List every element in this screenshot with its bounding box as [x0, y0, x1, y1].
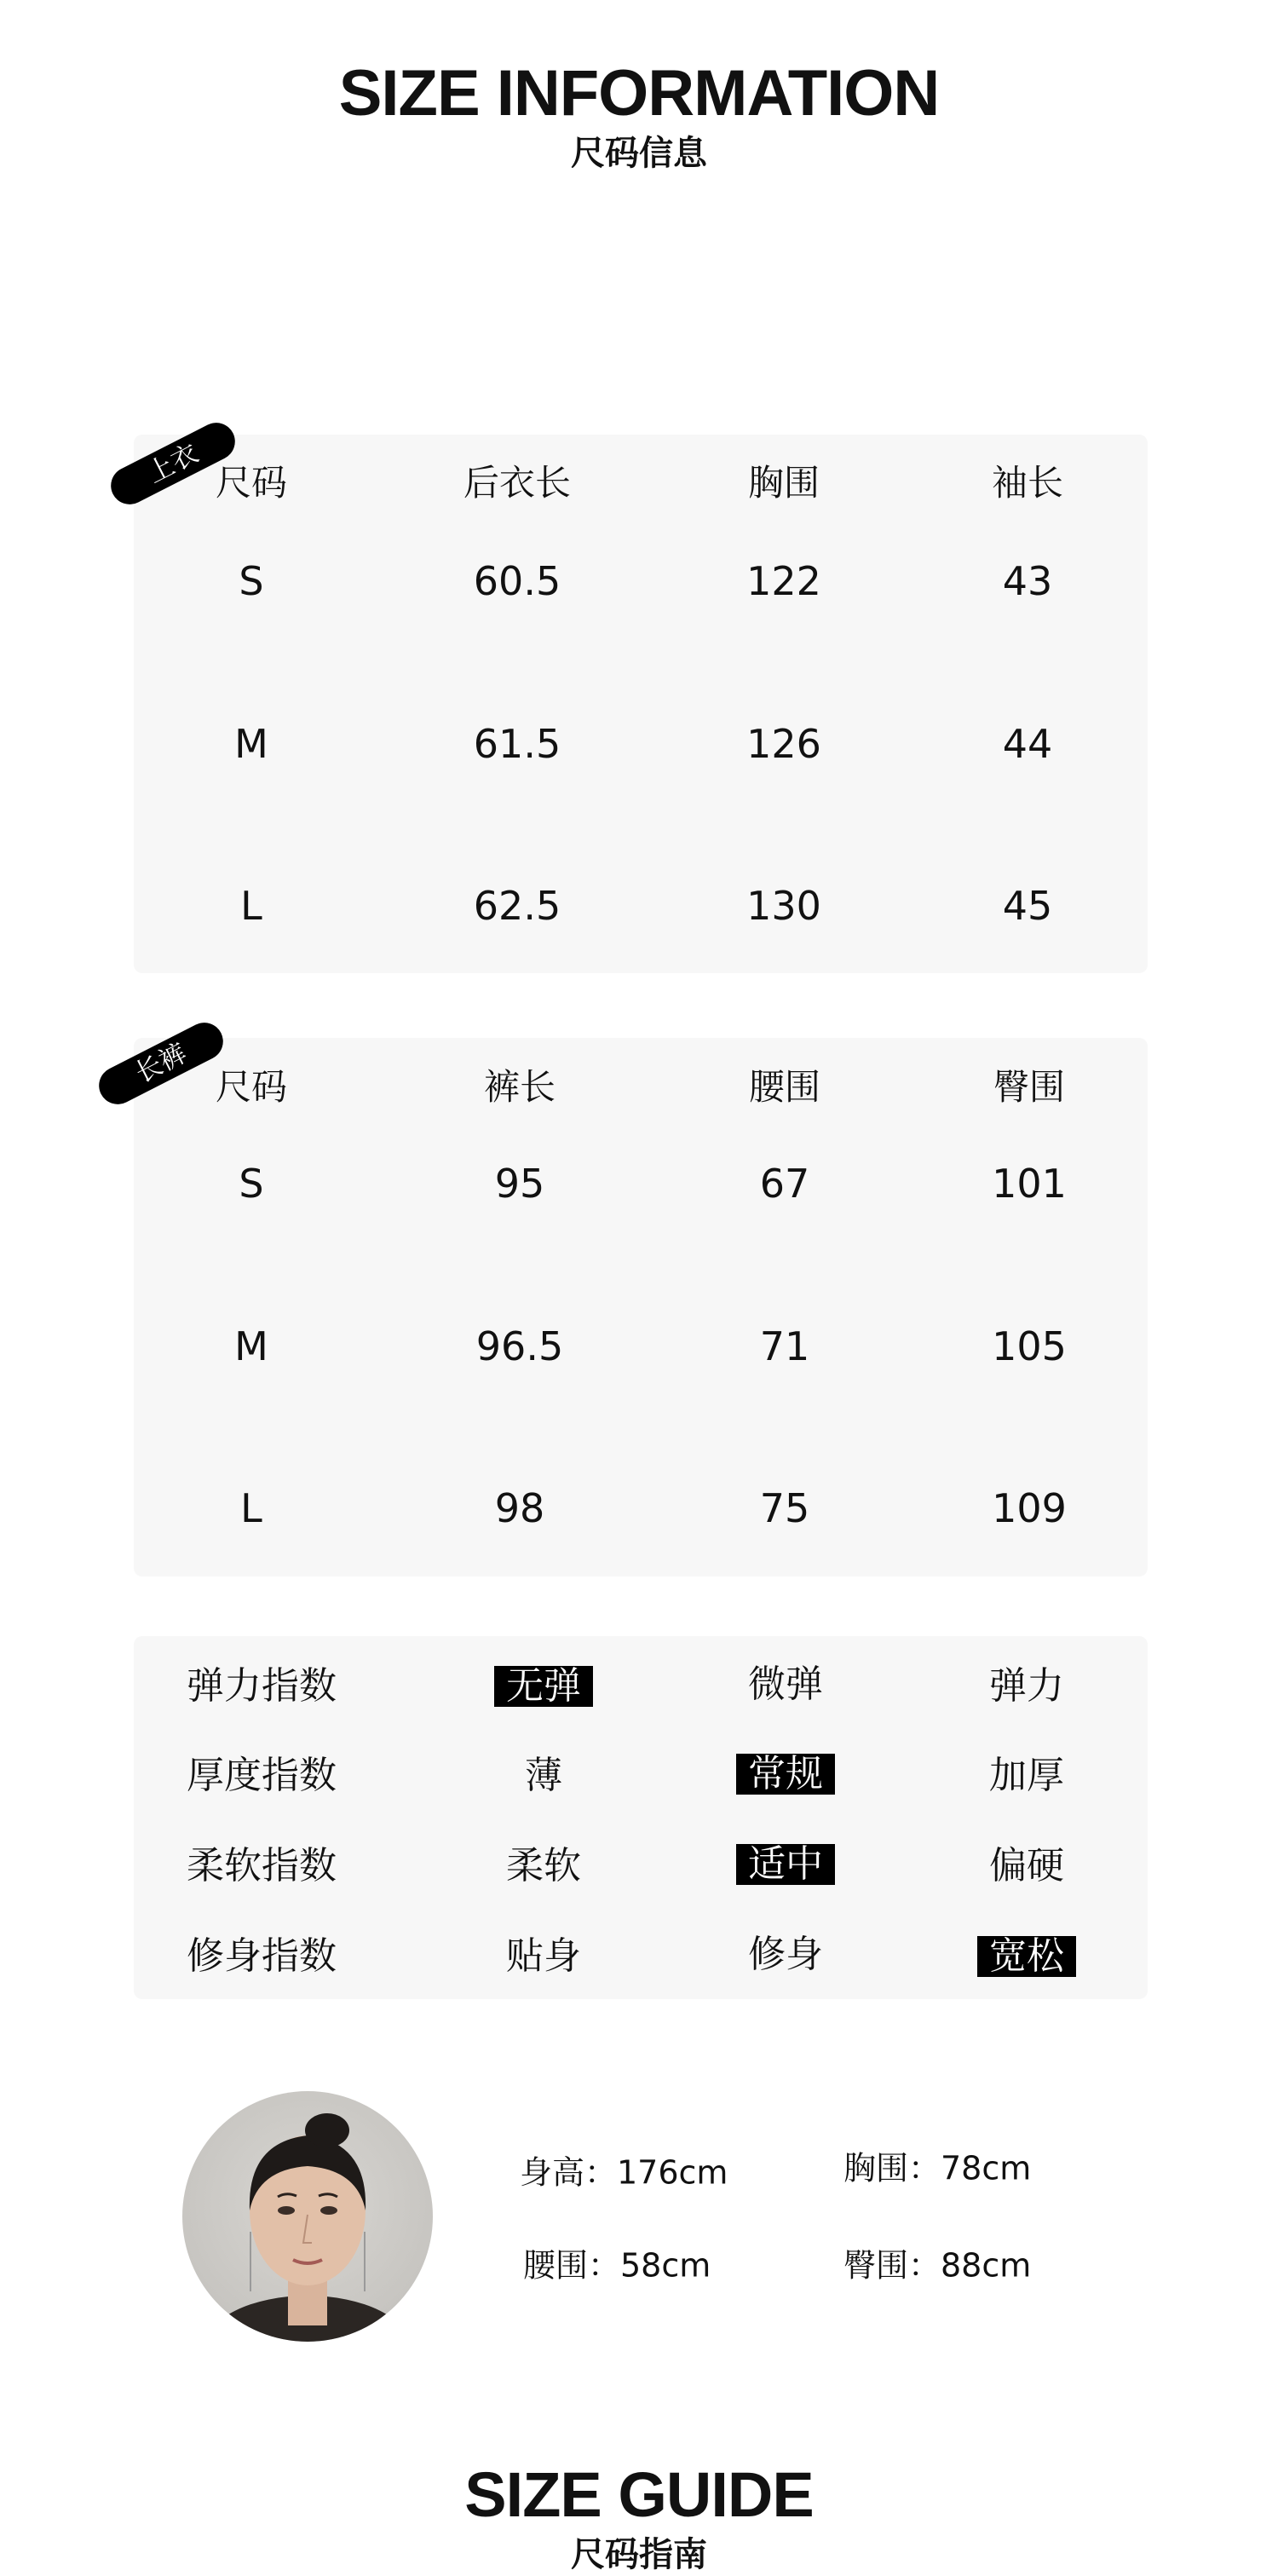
index-option-selected: 常规	[736, 1754, 835, 1795]
table-cell: 60.5	[473, 558, 561, 604]
model-hip: 臀围：88cm	[843, 2246, 1032, 2285]
index-option: 修身	[748, 1933, 823, 1976]
table-cell: 101	[992, 1161, 1067, 1207]
index-option: 加厚	[989, 1754, 1064, 1797]
size-guide-subtitle: 尺码指南	[571, 2535, 707, 2574]
table-cell: 122	[746, 558, 821, 604]
table-cell: 45	[1002, 883, 1053, 929]
table-cell: 71	[759, 1323, 810, 1369]
index-label: 厚度指数	[187, 1754, 337, 1797]
model-avatar	[182, 2091, 433, 2342]
pants-category-tag: 长裤	[93, 1017, 230, 1111]
fabric-index-table	[134, 1636, 1148, 1999]
table-cell: 105	[992, 1323, 1067, 1369]
index-option: 贴身	[506, 1934, 581, 1978]
page-subtitle: 尺码信息	[571, 134, 707, 173]
table-cell: M	[234, 1323, 268, 1369]
table-cell: 96.5	[475, 1323, 564, 1369]
table-cell: 109	[992, 1485, 1067, 1531]
model-waist: 腰围：58cm	[523, 2246, 711, 2285]
index-option: 微弹	[748, 1663, 823, 1706]
table-cell: L	[240, 883, 262, 929]
index-option: 偏硬	[989, 1844, 1064, 1887]
model-portrait-icon	[182, 2091, 433, 2342]
table-cell: M	[234, 721, 268, 767]
column-header: 尺码	[215, 1066, 288, 1108]
table-cell: 43	[1002, 558, 1053, 604]
index-label: 弹力指数	[187, 1664, 337, 1708]
index-option: 弹力	[989, 1664, 1064, 1708]
table-cell: 62.5	[473, 883, 561, 929]
page-title: SIZE INFORMATION	[338, 57, 940, 130]
model-height: 身高：176cm	[520, 2153, 728, 2192]
index-label: 修身指数	[187, 1934, 337, 1978]
column-header: 裤长	[483, 1066, 556, 1108]
table-cell: 75	[759, 1485, 810, 1531]
pants-size-table	[134, 1038, 1148, 1576]
index-option-selected: 宽松	[977, 1936, 1076, 1977]
model-bust: 胸围：78cm	[843, 2149, 1032, 2187]
table-cell: 126	[746, 721, 821, 767]
table-cell: 95	[494, 1161, 545, 1207]
table-cell: 98	[494, 1485, 545, 1531]
table-cell: S	[239, 1161, 264, 1207]
column-header: 臀围	[993, 1066, 1066, 1108]
table-cell: L	[240, 1485, 262, 1531]
top-category-tag: 上衣	[105, 417, 242, 511]
index-option-selected: 无弹	[494, 1666, 593, 1707]
top-size-table	[134, 435, 1148, 973]
column-header: 尺码	[215, 462, 288, 504]
index-option: 薄	[525, 1754, 562, 1797]
index-option: 柔软	[506, 1844, 581, 1887]
column-header: 腰围	[748, 1066, 821, 1108]
table-cell: 67	[759, 1161, 810, 1207]
size-guide-title: SIZE GUIDE	[464, 2459, 814, 2530]
table-cell: S	[239, 558, 264, 604]
column-header: 胸围	[747, 462, 820, 504]
index-label: 柔软指数	[187, 1844, 337, 1887]
column-header: 袖长	[991, 462, 1064, 504]
table-cell: 130	[746, 883, 821, 929]
table-cell: 61.5	[473, 721, 561, 767]
table-cell: 44	[1002, 721, 1053, 767]
index-option-selected: 适中	[736, 1844, 835, 1885]
column-header: 后衣长	[463, 462, 572, 504]
